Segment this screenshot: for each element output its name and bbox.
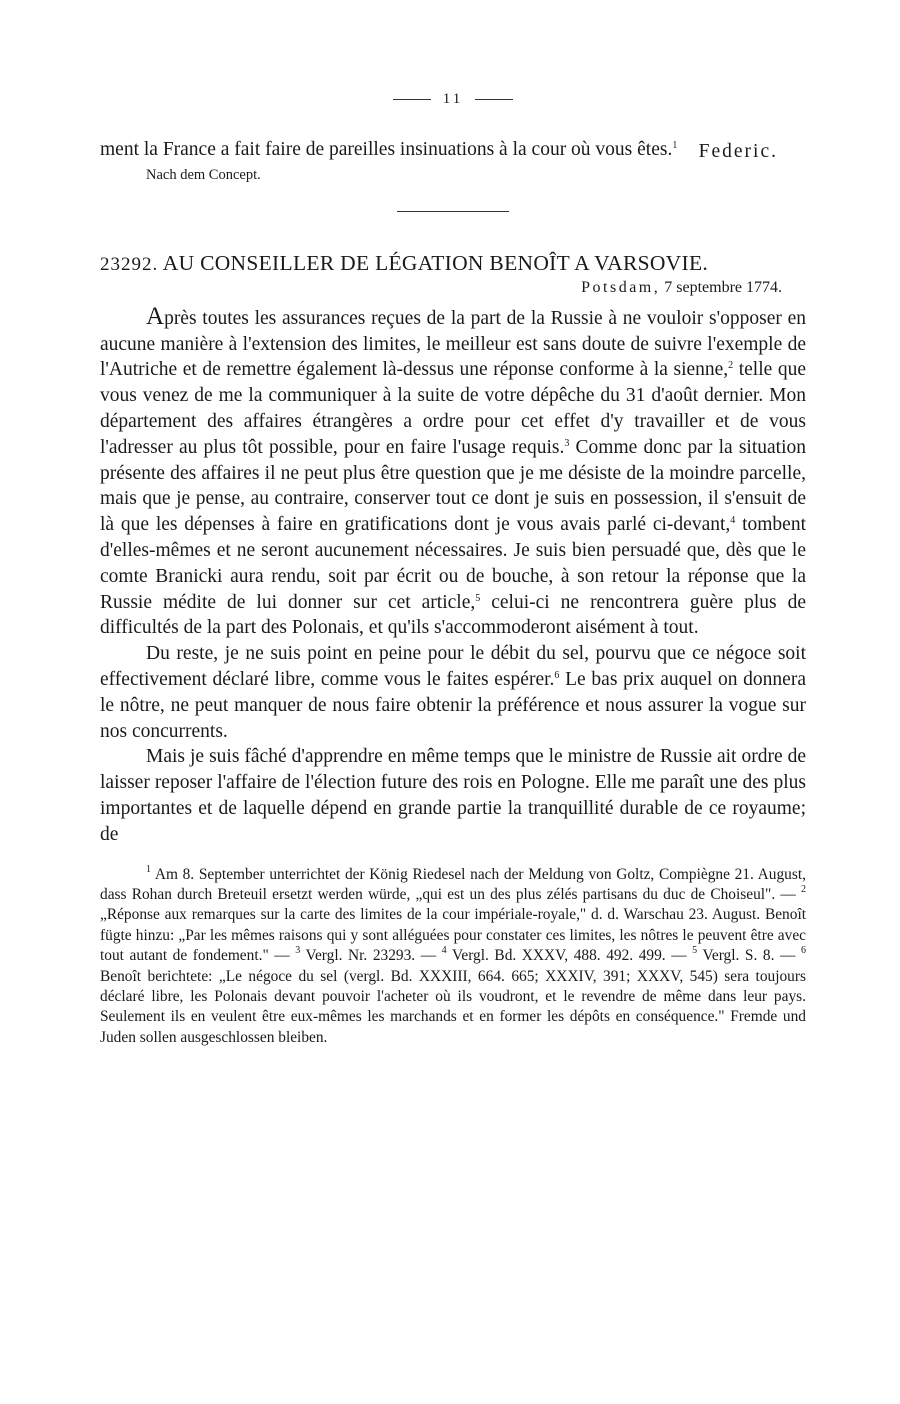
- paragraph-2: [100, 641, 806, 744]
- dateline: [100, 279, 782, 297]
- document-page: [100, 88, 806, 1048]
- section-separator: [397, 211, 509, 212]
- footnote-ref-4: 4: [730, 515, 736, 527]
- date: 7 septembre 1774.: [664, 278, 782, 296]
- footnote-mark-3: 3: [295, 945, 301, 957]
- letter-number: 23292.: [100, 253, 159, 275]
- signature: Federic.: [698, 140, 778, 162]
- footnote-mark-6: 6: [800, 945, 806, 957]
- footnote-5: Vergl. S. 8. —: [697, 947, 801, 965]
- p1-part-e: celui-ci ne rencontrera guère plus de difficultés de la part des Polonais, et qu'ils s'accommoderont aisément à tout.: [100, 591, 806, 639]
- footnote-mark-5: 5: [692, 945, 698, 957]
- letter-title: AU CONSEILLER DE LÉGATION BENOÎT A VARSOVIE.: [162, 250, 709, 275]
- footnote-block: [100, 865, 806, 1049]
- letter-heading: [100, 251, 806, 276]
- source-note: Nach dem Concept.: [146, 166, 261, 183]
- footnote-ref-6: 6: [554, 669, 560, 681]
- footnote-2: „Réponse aux remarques sur la carte des limites de la cour impériale-royale," d. d. Warschau 23. August. Benoît fügte hinzu: „Par les mêmes raisons qui y sont alléguées pour constater ces limites, les nôtres le peuvent être avec tout autant de fondement." —: [100, 906, 806, 965]
- footnote-1: Am 8. September unterrichtet der König Riedesel nach der Meldung von Goltz, Compiègne 21. August, dass Rohan durch Breteuil ersetzt werden würde, „qui est un des plus zélés partisans du duc de Choiseul". —: [100, 865, 806, 903]
- p2-part-b: Le bas prix auquel on donnera le nôtre, ne peut manquer de nous faire obtenir la préférence et nous assurer la vogue sur nos concurrents.: [100, 668, 806, 742]
- place: Potsdam,: [581, 278, 661, 296]
- footnote-ref-2: 2: [728, 360, 734, 372]
- footnote-ref-5: 5: [475, 592, 481, 604]
- p2-part-a: Du reste, je ne suis point en peine pour le débit du sel, pourvu que ce négoce soit effectivement déclaré libre, comme vous le faites espérer.: [100, 643, 806, 690]
- p1-part-d: tombent d'elles-mêmes et ne seront aucunement nécessaires. Je suis bien persuadé que, dès que le comte Branicki aura rendu, soit par écrit ou de bouche, à son retour la réponse que la Russie médite de lui donner sur cet article,: [100, 514, 806, 613]
- header-rule-left: [393, 99, 431, 100]
- footnote-ref-3: 3: [564, 437, 570, 449]
- p1-part-a: près toutes les assurances reçues de la part de la Russie à ne vouloir s'opposer en aucune manière à l'extension des limites, le meilleur est sans doute de suivre l'exemple de l'Autriche et de remettre également là-dessus une réponse conforme à la sienne,: [100, 307, 806, 381]
- paragraph-3: Mais je suis fâché d'apprendre en même temps que le ministre de Russie ait ordre de laisser reposer l'affaire de l'élection future des rois en Pologne. Elle me paraît une des plus importantes et de laquelle dépend en grande partie la tranquillité durable de ce royaume; de: [100, 746, 806, 845]
- p1-part-b: telle que vous venez de me la communiquer à la suite de votre dépêche du 31 d'août dernier. Mon département des affaires étrangères a ordre pour cet effet d'y travailler et de vous l'adresser au plus tôt possible, pour en faire l'usage requis.: [100, 359, 806, 458]
- header-rule-right: [475, 99, 513, 100]
- p1-part-c: Comme donc par la situation présente des affaires il ne peut plus être question que je me désiste de la moindre parcelle, mais que je pense, au contraire, conserver tout ce dont je suis en possession, il s'ensuit de là que les dépenses à faire en gratifications dont je vous avais parlé ci-devant,: [100, 436, 806, 536]
- paragraph-1: [100, 304, 806, 641]
- carryover-body: ment la France a fait faire de pareilles insinuations à la cour où vous êtes.: [100, 139, 673, 160]
- footnotes: [100, 865, 806, 1049]
- footnote-3: Vergl. Nr. 23293. —: [300, 947, 442, 965]
- page-number: 11: [442, 91, 464, 107]
- footnote-4: Vergl. Bd. XXXV, 488. 492. 499. —: [446, 947, 693, 965]
- initial-letter: A: [146, 302, 165, 330]
- footnote-ref-1: 1: [672, 140, 678, 151]
- running-header: [100, 88, 806, 110]
- footnote-mark-2: 2: [801, 883, 806, 895]
- footnote-mark-1: 1: [146, 863, 151, 875]
- footnote-6: Benoît berichtete: „Le négoce du sel (vergl. Bd. XXXIII, 664. 665; XXXIV, 391; XXXV, 545) sera toujours déclaré libre, les Polonais devant pouvoir l'acheter où ils voudront, et le revendre de même dans leur pays. Seulement ils en veulent être eux-mêmes les marchands et en former les dépôts en conséquence." Fremde und Juden sollen ausgeschlossen bleiben.: [100, 967, 806, 1046]
- footnote-mark-4: 4: [441, 945, 447, 957]
